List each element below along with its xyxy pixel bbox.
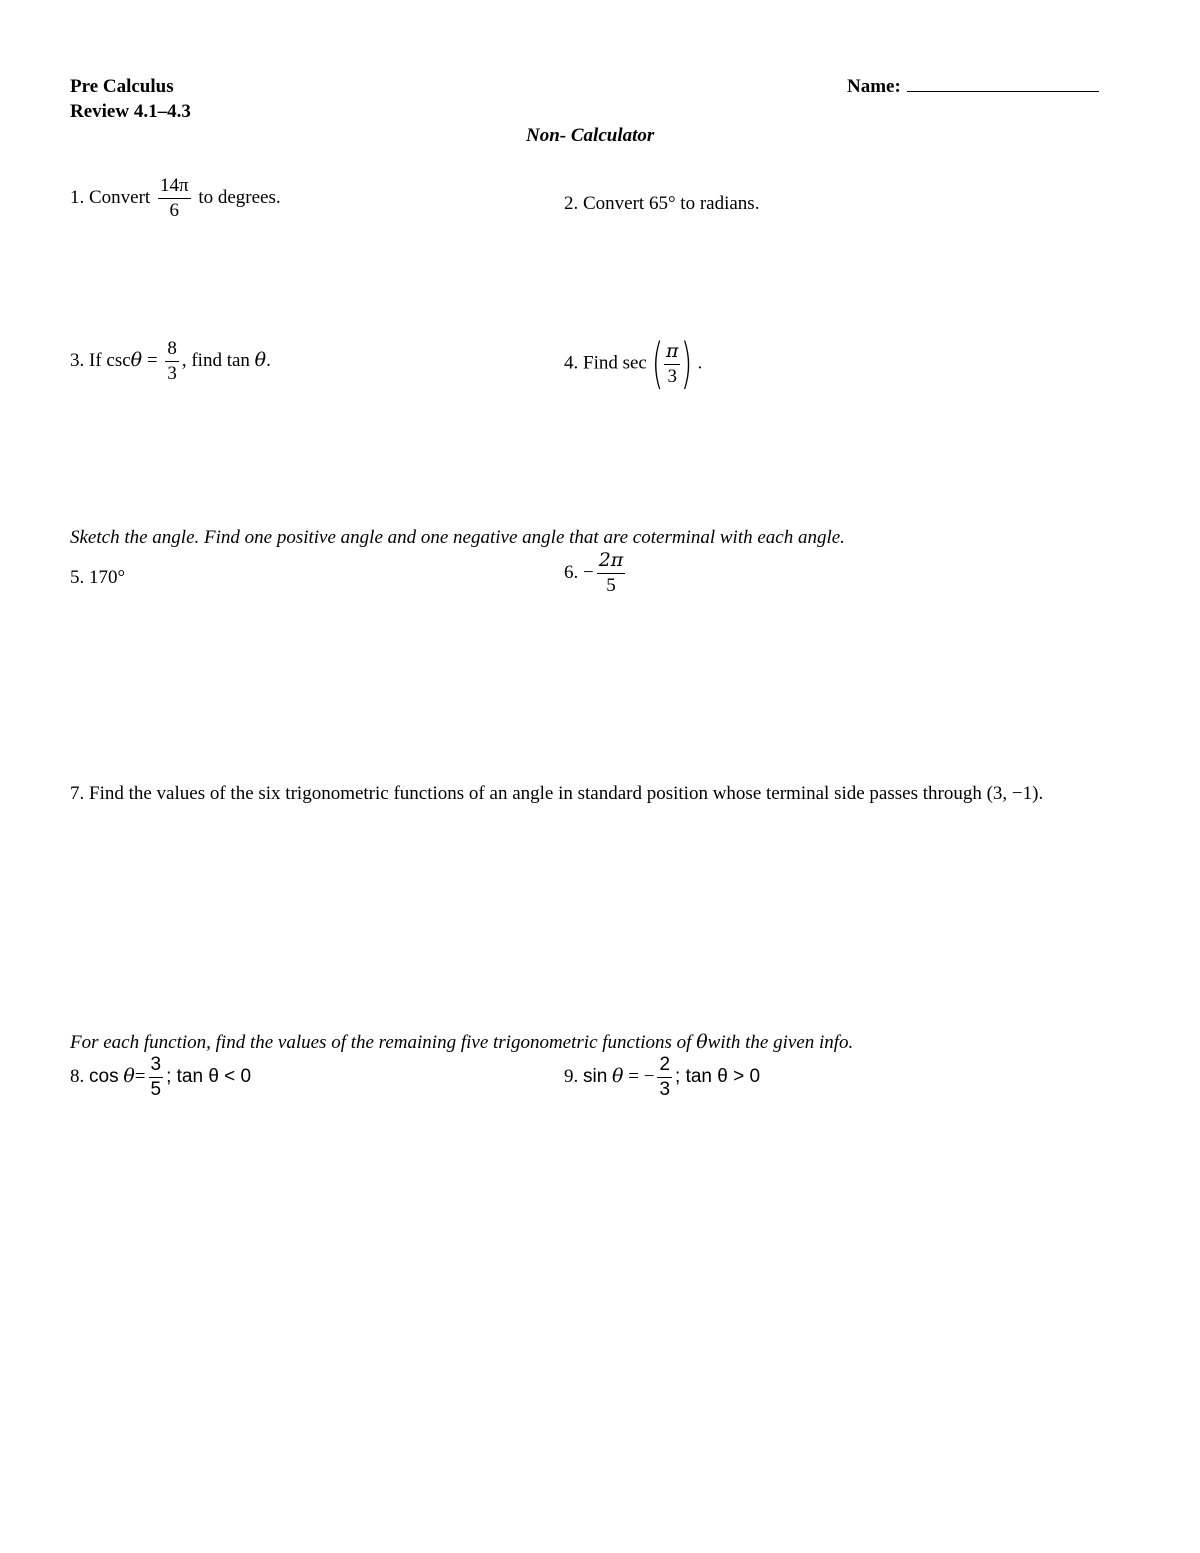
question-9 [564, 1055, 760, 1100]
q9-post: ; tan θ > 0 [675, 1065, 761, 1087]
name-blank-line[interactable] [907, 90, 1099, 92]
q9-numerator: 2 [657, 1055, 672, 1078]
q6-numerator: 2π [597, 551, 626, 574]
q8-fraction [149, 1055, 164, 1100]
q8-denominator: 5 [150, 1078, 162, 1100]
q9-pre: sin [583, 1065, 608, 1087]
review-title: Review 4.1–4.3 [70, 101, 191, 122]
q3-theta2: θ [254, 348, 267, 371]
q5-text: 170° [89, 567, 126, 588]
name-field[interactable] [847, 77, 1099, 96]
q7-text: Find the values of the six trigonometric functions of an angle in standard position whose terminal side passes through (3, −1). [89, 783, 1044, 804]
question-3 [70, 339, 271, 384]
q3-numerator: 8 [165, 339, 179, 362]
question-5 [70, 568, 125, 587]
q3-theta: θ [130, 348, 143, 371]
course-title: Pre Calculus [70, 76, 174, 97]
q2-number: 2. [564, 193, 579, 214]
q9-number: 9. [564, 1065, 579, 1087]
q6-sign: − [583, 561, 594, 583]
question-8 [70, 1055, 251, 1100]
question-2 [564, 194, 759, 213]
q9-theta: θ [612, 1064, 624, 1087]
q8-theta: θ [123, 1064, 135, 1087]
section-2-theta: θ [696, 1031, 708, 1053]
q4-pre: Find sec [583, 352, 647, 374]
q8-number: 8. [70, 1065, 85, 1087]
subtitle: Non- Calculator [526, 125, 655, 146]
q3-fraction [165, 339, 179, 384]
q8-post: ; tan θ < 0 [166, 1065, 252, 1087]
q3-post: . [266, 349, 271, 371]
q1-fraction [158, 176, 191, 221]
q7-number: 7. [70, 783, 85, 804]
q4-number: 4. [564, 352, 579, 374]
section-1-instruction: Sketch the angle. Find one positive angle and one negative angle that are coterminal with each angle. [70, 527, 845, 548]
q3-number: 3. [70, 349, 85, 371]
q1-post: to degrees. [198, 186, 281, 208]
q9-fraction [657, 1055, 672, 1100]
q1-pre: Convert [89, 186, 151, 208]
q6-fraction [597, 551, 626, 596]
q4-numerator: π [664, 342, 681, 365]
q9-denominator: 3 [659, 1078, 671, 1100]
section-2-text-post: with the given info. [707, 1032, 854, 1053]
question-4 [564, 332, 703, 395]
q8-numerator: 3 [149, 1055, 164, 1078]
question-6 [564, 551, 628, 596]
q6-denominator: 5 [606, 574, 616, 596]
section-2-text-pre: For each function, find the values of the remaining five trigonometric functions of [70, 1032, 692, 1053]
q5-number: 5. [70, 567, 85, 588]
question-7 [70, 781, 1130, 807]
q6-number: 6. [564, 561, 579, 583]
q3-denominator: 3 [167, 362, 177, 384]
q2-text: Convert 65° to radians. [583, 193, 760, 214]
q9-equals: = − [628, 1065, 655, 1087]
q3-mid: , find tan [181, 349, 250, 371]
q1-numerator: 14π [158, 176, 191, 199]
q4-fraction [664, 339, 681, 387]
q4-left-paren: ( [651, 332, 664, 395]
q8-pre: cos [89, 1065, 119, 1087]
q1-denominator: 6 [169, 199, 180, 221]
q4-post: . [697, 352, 703, 374]
q3-pre: If csc [89, 349, 131, 371]
q8-equals: = [134, 1065, 146, 1087]
q4-denominator: 3 [667, 365, 677, 387]
q3-equals: = [146, 349, 158, 371]
section-2-instruction [70, 1033, 853, 1052]
name-label: Name: [847, 76, 901, 97]
q4-right-paren: ) [681, 332, 693, 395]
question-1 [70, 176, 281, 221]
q1-number: 1. [70, 186, 85, 208]
